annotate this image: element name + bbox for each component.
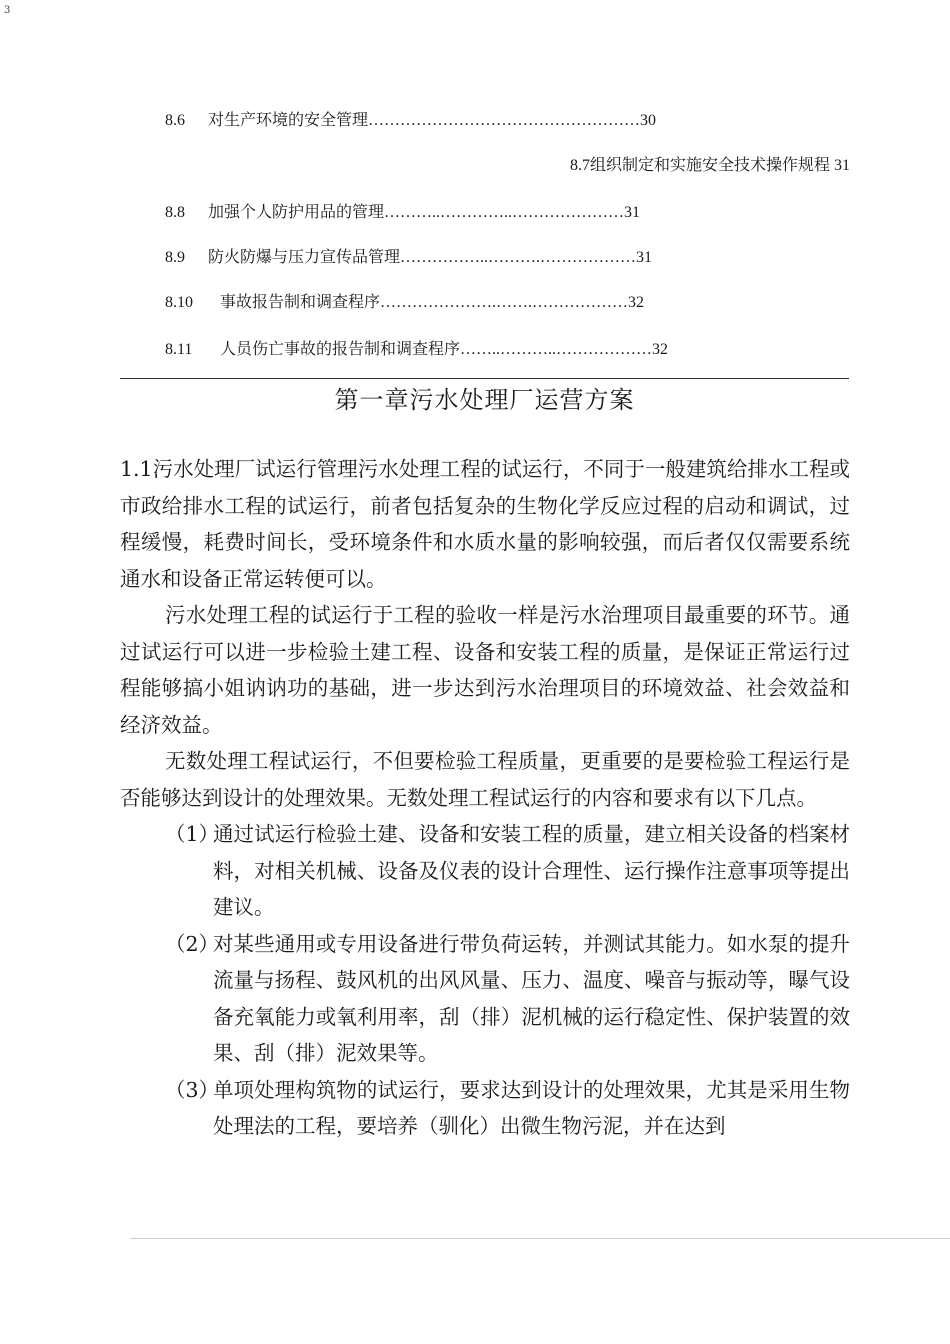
toc-title: 防火防爆与压力宣传品管理 [208,249,401,266]
toc-page: 31 [834,157,850,174]
toc-entry[interactable] [165,289,644,312]
toc-leader: ……………..……….……………… [400,249,637,266]
toc-leader: ………………….…….……………… [380,294,629,311]
list-item [120,816,850,926]
section-divider [120,378,849,379]
toc-page: 30 [640,112,657,129]
list-text: 对某些通用或专用设备进行带负荷运转，并测试其能力。如水泵的提升流量与扬程、鼓风机的出风风量、压力、温度、噪音与振动等，曝气设备充氧能力或氧利用率，刮（排）泥机械的运行稳定性、保护装置的效果、刮（排）泥效果等。 [213,931,850,1065]
chapter-title: 第一章污水处理厂运营方案 [334,386,635,414]
toc-number: 8.9 [165,249,185,266]
toc-page: 32 [652,341,669,358]
list-text: 单项处理构筑物的试运行，要求达到设计的处理效果，尤其是采用生物处理法的工程，要培养（驯化）出微生物污泥，并在达到 [213,1077,850,1138]
toc-page: 31 [636,249,653,266]
toc-entry[interactable] [165,107,656,130]
toc-number: 8.10 [165,294,193,311]
list-item [120,926,850,1072]
body-content [120,451,850,1145]
list-item [120,1072,850,1145]
toc-title: 组织制定和实施安全技术操作规程 [589,157,830,174]
list-marker: （2） [165,931,220,956]
toc-number: 8.7 [569,157,590,174]
toc-title: 人员伤亡事故的报告制和调查程序 [220,341,461,358]
toc-entry[interactable] [570,152,850,175]
toc-title: 事故报告制和调查程序 [220,294,381,311]
paragraph: 1.1污水处理厂试运行管理污水处理工程的试运行，不同于一般建筑给排水工程或市政给排水工程的试运行，前者包括复杂的生物化学反应过程的启动和调试，过程缓慢，耗费时间长，受环境条件和水质水量的影响较强，而后者仅仅需要系统通水和设备正常运转便可以。 [120,457,850,591]
toc-number: 8.11 [165,341,193,358]
toc-leader: ……..………..……………… [460,341,653,358]
toc-entry[interactable] [165,336,668,359]
page-number: 3 [4,5,11,16]
paragraph: 无数处理工程试运行，不但要检验工程质量，更重要的是要检验工程运行是否能够达到设计的处理效果。无数处理工程试运行的内容和要求有以下几点。 [120,749,850,810]
toc-number: 8.6 [165,112,185,129]
toc-page: 32 [628,294,645,311]
toc-title: 对生产环境的安全管理 [208,112,369,129]
toc-entry[interactable] [165,199,640,222]
toc-leader: …………………………………………… [368,112,641,129]
toc-title: 加强个人防护用品的管理 [208,204,385,221]
list-marker: （3） [165,1077,220,1102]
toc-entry[interactable] [165,244,652,267]
page-bottom-rule [130,1238,950,1239]
toc-page: 31 [624,204,641,221]
toc-leader: ………..…………..………………… [384,204,625,221]
list-text: 通过试运行检验土建、设备和安装工程的质量，建立相关设备的档案材料，对相关机械、设备及仪表的设计合理性、运行操作注意事项等提出建议。 [213,822,850,919]
toc-number: 8.8 [165,204,185,221]
list-marker: （1） [165,822,220,846]
paragraph: 污水处理工程的试运行于工程的验收一样是污水治理项目最重要的环节。通过试运行可以进一步检验土建工程、设备和安装工程的质量，是保证正常运行过程能够搞小姐讷讷功的基础，进一步达到污水治理项目的环境效益、社会效益和经济效益。 [120,603,850,737]
